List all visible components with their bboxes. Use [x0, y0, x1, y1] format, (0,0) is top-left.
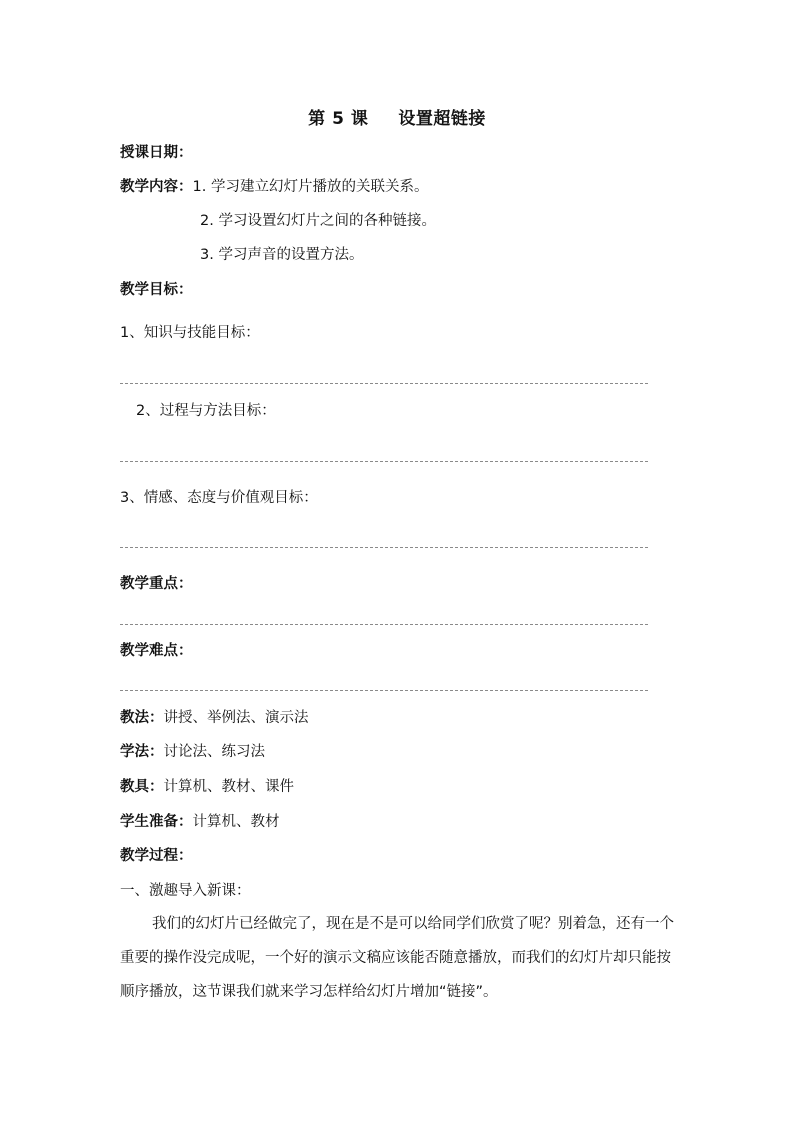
process-label: 教学过程： — [120, 848, 193, 864]
content-item-3: 3. 学习声音的设置方法。 — [200, 247, 364, 263]
content-label: 教学内容： — [120, 179, 193, 195]
tools-value: 计算机、教材、课件 — [163, 779, 294, 795]
answer-line — [120, 547, 648, 548]
study-label: 学法： — [120, 744, 164, 760]
lesson-number: 第 5 课 — [308, 109, 369, 129]
prep-row — [120, 812, 280, 832]
method-value: 讲授、举例法、演示法 — [163, 710, 309, 726]
answer-line — [120, 461, 648, 462]
answer-line — [120, 690, 648, 691]
content-row-1 — [120, 177, 428, 197]
goal-knowledge: 1、知识与技能目标： — [120, 325, 260, 341]
date-label: 授课日期： — [120, 145, 193, 161]
study-value: 讨论法、练习法 — [163, 744, 265, 760]
tools-label: 教具： — [120, 779, 164, 795]
study-row — [120, 742, 265, 762]
method-row — [120, 708, 309, 728]
key-point-label: 教学重点： — [120, 576, 193, 592]
section-heading: 一、激趣导入新课： — [120, 883, 251, 899]
goals-label: 教学目标： — [120, 282, 193, 298]
goal-process: 2、过程与方法目标： — [136, 403, 276, 419]
answer-line — [120, 624, 648, 625]
method-label: 教法： — [120, 710, 164, 726]
tools-row — [120, 777, 294, 797]
content-item-2: 2. 学习设置幻灯片之间的各种链接。 — [200, 213, 436, 229]
intro-paragraph: 我们的幻灯片已经做完了，现在是不是可以给同学们欣赏了呢？别着急，还有一个重要的操作没完成呢，一个好的演示文稿应该能否随意播放，而我们的幻灯片却只能按顺序播放，这节课我们就来学习怎样给幻灯片增加“链接”。 — [120, 916, 674, 1000]
lesson-topic: 设置超链接 — [398, 109, 486, 129]
content-item-1: 1. 学习建立幻灯片播放的关联关系。 — [192, 179, 429, 195]
prep-label: 学生准备： — [120, 814, 193, 830]
goal-attitude: 3、情感、态度与价值观目标： — [120, 490, 318, 506]
prep-value: 计算机、教材 — [192, 814, 280, 830]
difficulty-label: 教学难点： — [120, 643, 193, 659]
page-title — [0, 104, 794, 129]
answer-line — [120, 383, 648, 384]
